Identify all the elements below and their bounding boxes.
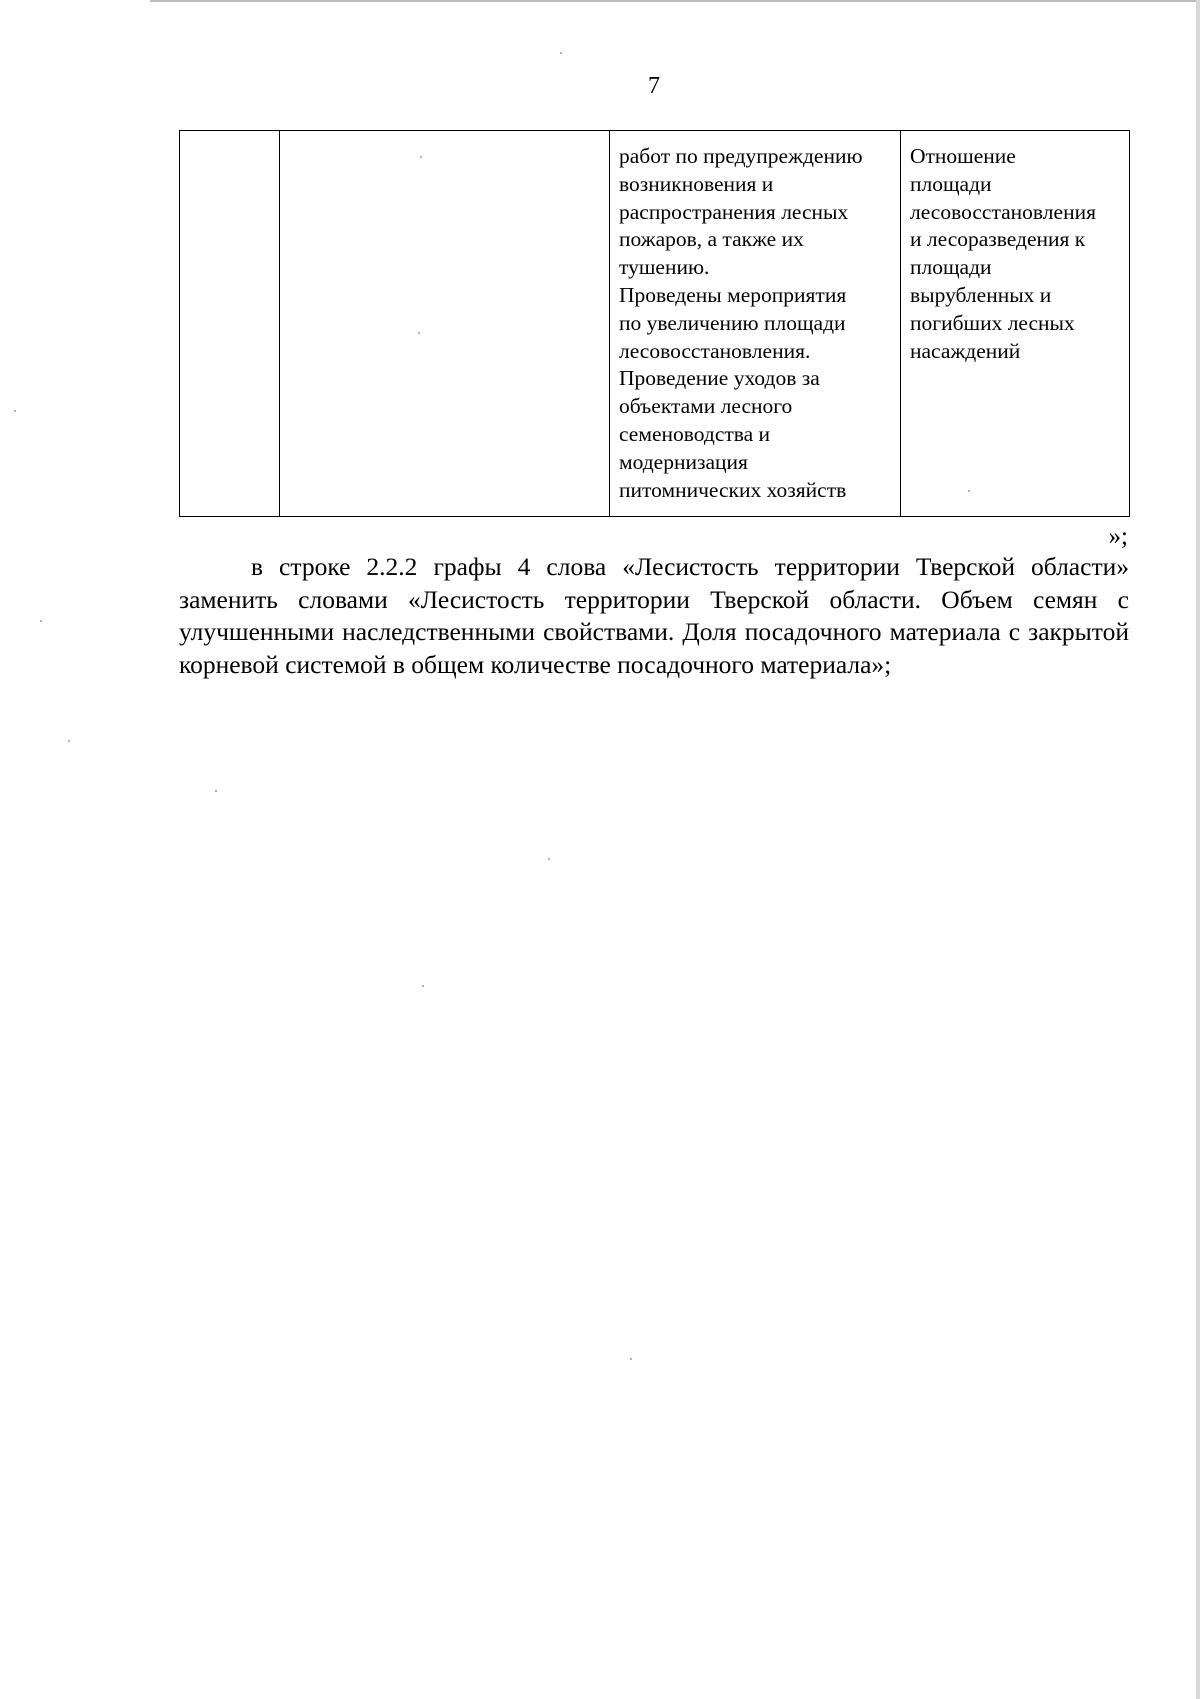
table-cell-indicator: Отношение площади лесовосстановления и лесоразведения к площади вырубленных и погибших лесных насаждений — [901, 131, 1130, 517]
scan-speck — [215, 790, 217, 792]
scan-speck — [14, 410, 16, 412]
scan-speck — [560, 52, 562, 54]
amendment-paragraph: в строке 2.2.2 графы 4 слова «Лесистость территории Тверской области» заменить словами «Лесистость территории Тверской области. Объем семян с улучшенными наследственными свойствами. Доля посадочного материала с закрытой корневой системой в общем количестве посадочного материала»; — [179, 552, 1129, 679]
scan-speck — [422, 985, 424, 987]
table-cell-task — [280, 131, 610, 517]
scan-speck — [40, 620, 42, 622]
table-row — [180, 131, 1130, 517]
scan-edge-right — [1196, 0, 1200, 1699]
scan-speck — [420, 156, 422, 158]
closing-quote: »; — [1108, 523, 1128, 550]
table-cell-number — [180, 131, 280, 517]
page-number: 7 — [648, 73, 660, 99]
scan-edge-top — [150, 0, 1200, 2]
table-cell-results: работ по предупреждению возникновения и распространения лесных пожаров, а также их тушению. Проведены мероприятия по увеличению площади лесовосстановления. Проведение уходов за объектами лесного семеноводства и модернизация питомнических хозяйств — [610, 131, 901, 517]
scan-speck — [630, 1358, 632, 1360]
scan-speck — [548, 858, 550, 860]
scan-speck — [968, 490, 970, 492]
scan-speck — [418, 332, 420, 334]
scan-speck — [68, 740, 70, 742]
program-table — [179, 130, 1130, 517]
